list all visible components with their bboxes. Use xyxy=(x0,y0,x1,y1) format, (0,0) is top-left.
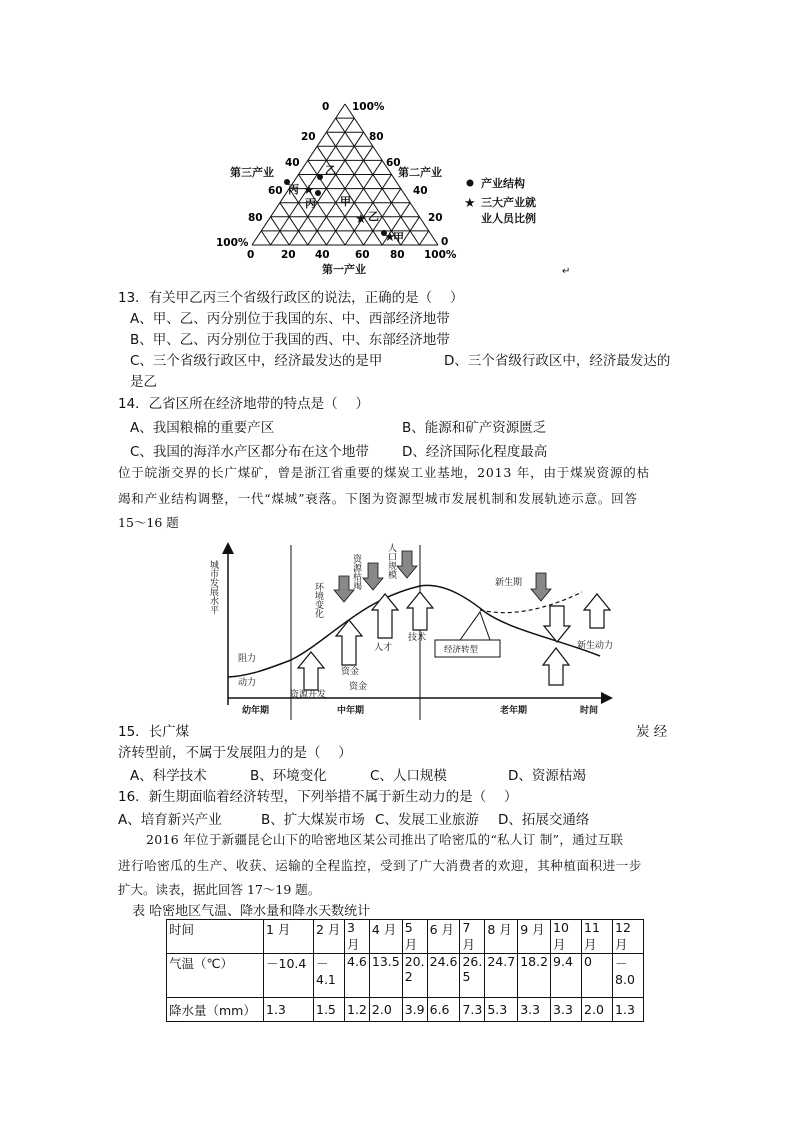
employment-star: ★ xyxy=(355,212,367,227)
arrow-up-talent-icon xyxy=(372,594,398,638)
tick-left-20: 20 xyxy=(301,131,316,143)
legend-dot-icon xyxy=(467,180,474,187)
q14-option-d: D、经济国际化程度最高 xyxy=(402,444,548,460)
climate-table xyxy=(166,919,644,1022)
tick-left-80: 80 xyxy=(248,212,263,224)
legend-employment-1: 三大产业就 xyxy=(481,196,536,209)
q13-option-d-cont: 是乙 xyxy=(130,374,157,390)
q15-stem-line2: 济转型前，不属于发展阻力的是（ ） xyxy=(118,745,352,761)
q13-stem: 13．有关甲乙丙三个省级行政区的说法，正确的是（ ） xyxy=(118,290,464,306)
ternary-gridline xyxy=(419,231,428,245)
table-cell: 0 xyxy=(582,954,613,998)
label-env-change: 环境变化 xyxy=(313,582,323,618)
tick-left-100: 100% xyxy=(216,237,249,249)
point-label-yi-2: 乙 xyxy=(368,210,379,223)
axis-title-tertiary: 第三产业 xyxy=(230,166,274,179)
tick-left-60: 60 xyxy=(268,185,283,197)
q13-option-b: B、甲、乙、丙分别位于我国的西、中、东部经济地带 xyxy=(130,332,450,348)
q15-stem-start: 15．长广煤 xyxy=(118,724,190,740)
table-cell: 1.2 xyxy=(345,998,370,1022)
table-header-cell: 12 月 xyxy=(613,920,644,954)
axis-title-primary: 第一产业 xyxy=(322,263,366,276)
q14-option-a: A、我国粮棉的重要产区 xyxy=(130,420,275,436)
x-axis-label: 时间 xyxy=(580,706,599,716)
label-resource-depletion: 资源枯竭 xyxy=(351,554,361,590)
arrow-down-hollow-icon xyxy=(544,606,570,642)
phase-young: 幼年期 xyxy=(242,706,270,716)
table-cell: 1.5 xyxy=(314,998,345,1022)
arrow-up-new-power-1-icon xyxy=(543,648,569,685)
passage2-line1: 2016 年位于新疆昆仑山下的哈密地区某公司推出了哈密瓜的“私人订 制”，通过互联 xyxy=(146,832,624,847)
table-header-cell: 9 月 xyxy=(518,920,551,954)
tick-right-60: 60 xyxy=(386,157,401,169)
q16-option-b: B、扩大煤炭市场 xyxy=(261,812,365,828)
table-cell: 20. 2 xyxy=(402,954,427,998)
label-talent: 人才 xyxy=(374,643,393,653)
table-cell: 降水量（mm） xyxy=(167,998,264,1022)
ternary-gridline xyxy=(261,231,270,245)
table-header-cell: 10 月 xyxy=(551,920,582,954)
q13-option-c: C、三个省级行政区中，经济最发达的是甲 xyxy=(130,353,383,369)
tick-right-100: 100% xyxy=(352,101,385,113)
arrow-down-population-icon xyxy=(397,551,417,578)
tick-right-80: 80 xyxy=(369,131,384,143)
point-label-jia-1: 甲 xyxy=(340,195,351,208)
tick-right-40: 40 xyxy=(413,185,428,197)
legend-structure: 产业结构 xyxy=(481,177,525,190)
table-cell: －4.1 xyxy=(314,954,345,998)
label-transition: 经济转型 xyxy=(444,645,479,655)
arrow-up-new-power-2-icon xyxy=(584,594,610,628)
passage1-line1: 位于皖浙交界的长广煤矿，曾是浙江省重要的煤炭工业基地，2013 年，由于煤炭资源的枯 xyxy=(118,465,650,480)
tick-bottom-0: 0 xyxy=(247,249,255,261)
label-technology: 技术 xyxy=(408,633,427,643)
new-period-curve xyxy=(480,592,582,613)
table-header-cell: 11 月 xyxy=(582,920,613,954)
arrow-up-technology-icon xyxy=(407,592,433,630)
label-new-power: 新生动力 xyxy=(577,641,614,651)
development-curve-diagram xyxy=(205,535,615,725)
axis-title-secondary: 第二产业 xyxy=(398,166,442,179)
table-cell: 18.2 xyxy=(518,954,551,998)
table-cell: 2.0 xyxy=(369,998,402,1022)
table-cell: 4.6 xyxy=(345,954,370,998)
passage2-line3: 扩大。读表，据此回答 17～19 题。 xyxy=(118,882,321,897)
table-cell: 24.6 xyxy=(427,954,460,998)
q15-option-d: D、资源枯竭 xyxy=(508,768,586,784)
table-header-cell: 时间 xyxy=(167,920,264,954)
q14-option-b: B、能源和矿产资源匮乏 xyxy=(402,420,547,436)
table-header-cell: 7 月 xyxy=(460,920,485,954)
ternary-diagram xyxy=(210,95,536,280)
transition-pointer xyxy=(460,612,490,640)
table-header-cell: 8 月 xyxy=(485,920,518,954)
legend-star-icon: ★ xyxy=(464,196,476,211)
employment-star: ★ xyxy=(303,183,315,198)
tick-bottom-100: 100% xyxy=(424,249,457,261)
q16-stem: 16．新生期面临着经济转型，下列举措不属于新生动力的是（ ） xyxy=(118,789,518,805)
tick-bottom-40: 40 xyxy=(315,249,330,261)
table-cell: 气温（℃） xyxy=(167,954,264,998)
table-cell: 3.3 xyxy=(518,998,551,1022)
phase-old: 老年期 xyxy=(500,706,528,716)
phase-middle: 中年期 xyxy=(337,706,365,716)
q13-option-d: D、三个省级行政区中，经济最发达的 xyxy=(444,353,671,369)
q13-option-a: A、甲、乙、丙分别位于我国的东、中、西部经济地带 xyxy=(130,311,450,327)
label-capital-1: 资金 xyxy=(341,667,360,677)
table-cell: 6.6 xyxy=(427,998,460,1022)
q16-option-c: C、发展工业旅游 xyxy=(375,812,479,828)
table-cell: 24.7 xyxy=(485,954,518,998)
q15-option-b: B、环境变化 xyxy=(250,768,327,784)
q14-option-c: C、我国的海洋水产区都分布在这个地带 xyxy=(130,444,369,460)
arrow-up-resource-icon xyxy=(298,652,324,690)
table-row-temperature xyxy=(167,954,644,998)
q16-option-d: D、拓展交通络 xyxy=(498,812,590,828)
q15-stem-end: 炭 经 xyxy=(636,724,668,740)
structure-point xyxy=(315,190,321,196)
table-cell: 2.0 xyxy=(582,998,613,1022)
table-cell: 13.5 xyxy=(369,954,402,998)
label-resource-dev: 资源开发 xyxy=(290,690,327,700)
table-cell: 5.3 xyxy=(485,998,518,1022)
table-cell: 1.3 xyxy=(613,998,644,1022)
table-header-cell: 1 月 xyxy=(264,920,314,954)
passage2-line2: 进行哈密瓜的生产、收获、运输的全程监控，受到了广大消费者的欢迎，其种植面积进一步 xyxy=(118,858,643,873)
table-cell: 9.4 xyxy=(551,954,582,998)
tick-right-0: 0 xyxy=(441,236,449,248)
table-cell: 7.3 xyxy=(460,998,485,1022)
table-header-cell: 6 月 xyxy=(427,920,460,954)
tick-left-0: 0 xyxy=(322,101,330,113)
q16-option-a: A、培育新兴产业 xyxy=(118,812,222,828)
table-header-cell: 3 月 xyxy=(345,920,370,954)
passage1-line3: 15～16 题 xyxy=(118,515,179,530)
label-capital-2: 资金 xyxy=(349,682,368,692)
arrow-down-resource-icon xyxy=(363,563,383,590)
table-cell: 3.9 xyxy=(402,998,427,1022)
q15-option-a: A、科学技术 xyxy=(130,768,207,784)
arrow-down-new-period-icon xyxy=(531,573,551,601)
point-label-bing-2: 丙 xyxy=(305,197,316,210)
label-new-period: 新生期 xyxy=(495,578,523,588)
tick-bottom-80: 80 xyxy=(390,249,405,261)
point-label-bing-1: 丙 xyxy=(288,183,299,196)
structure-point xyxy=(317,174,323,180)
point-label-jia-2: 甲 xyxy=(393,231,404,244)
table-header-cell: 4 月 xyxy=(369,920,402,954)
tick-right-20: 20 xyxy=(428,212,443,224)
table-cell: 26. 5 xyxy=(460,954,485,998)
table-cell: －10.4 xyxy=(264,954,314,998)
tick-bottom-20: 20 xyxy=(281,249,296,261)
y-axis-label: 城市发展水平 xyxy=(208,560,218,614)
point-label-yi-1: 乙 xyxy=(325,164,336,177)
tick-left-40: 40 xyxy=(285,157,300,169)
table-cell: －8.0 xyxy=(613,954,644,998)
return-mark: ↵ xyxy=(562,266,571,277)
table-cell: 1.3 xyxy=(264,998,314,1022)
q14-stem: 14．乙省区所在经济地带的特点是（ ） xyxy=(118,396,369,412)
label-population: 人口规模 xyxy=(386,543,396,579)
label-resistance: 阻力 xyxy=(238,654,257,664)
table-row-precipitation xyxy=(167,998,644,1022)
table-header-cell: 5 月 xyxy=(402,920,427,954)
table-cell: 3.3 xyxy=(551,998,582,1022)
label-power: 动力 xyxy=(238,678,257,688)
table-caption: 表 哈密地区气温、降水量和降水天数统计 xyxy=(132,904,371,919)
tick-bottom-60: 60 xyxy=(355,249,370,261)
legend-employment-2: 业人员比例 xyxy=(481,212,536,225)
q15-option-c: C、人口规模 xyxy=(370,768,447,784)
table-header-row xyxy=(167,920,644,954)
table-header-cell: 2 月 xyxy=(314,920,345,954)
employment-star: ★ xyxy=(384,230,396,245)
passage1-line2: 竭和产业结构调整，一代“煤城”衰落。下图为资源型城市发展机制和发展轨迹示意。回答 xyxy=(118,491,638,506)
